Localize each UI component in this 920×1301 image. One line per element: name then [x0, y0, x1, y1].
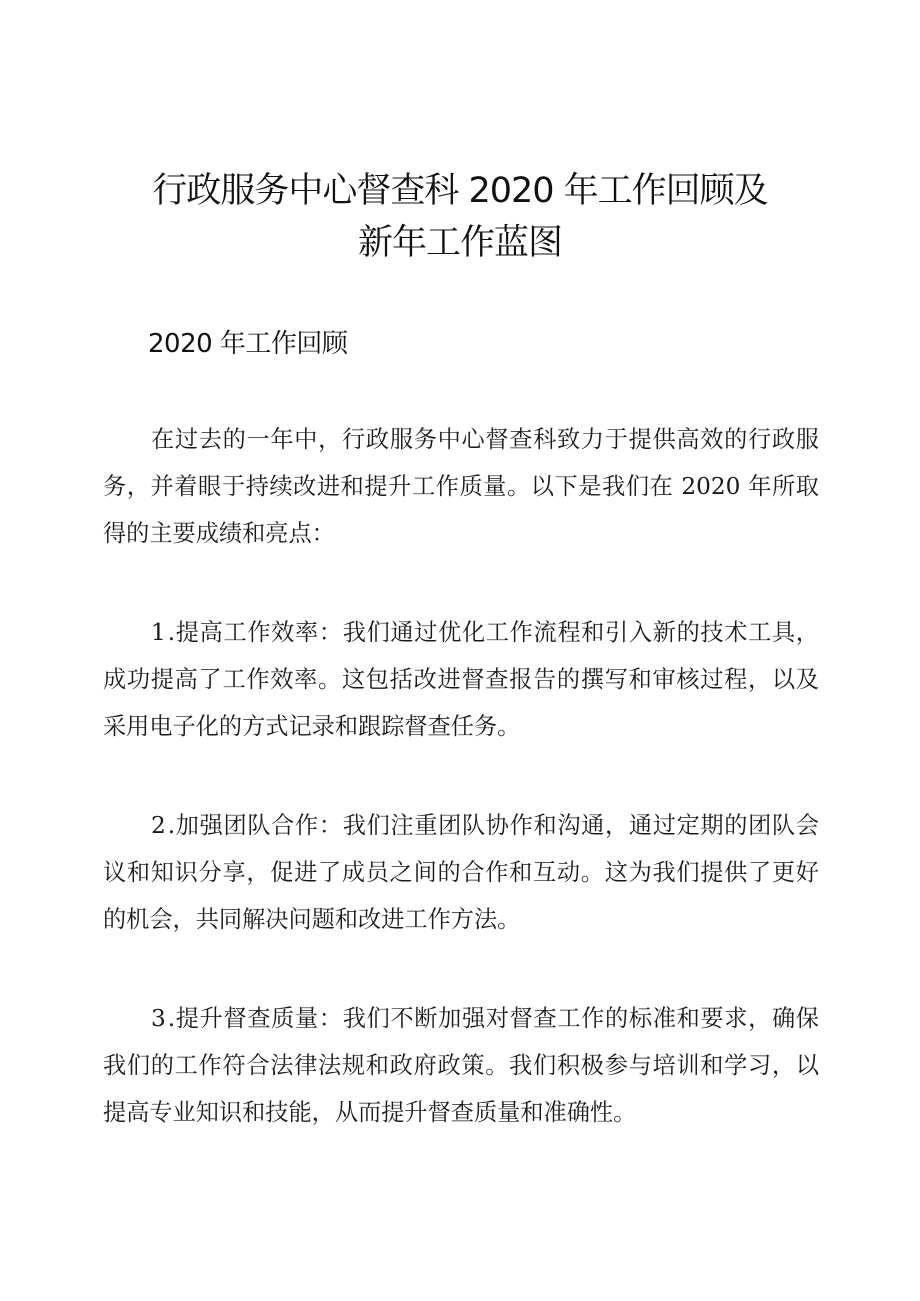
document-title-line-2: 新年工作蓝图: [357, 223, 562, 263]
document-title-line-1: 行政服务中心督查科 2020 年工作回顾及: [152, 171, 768, 211]
list-item-number: 1: [151, 619, 168, 646]
list-item-3: [103, 995, 819, 1136]
intro-paragraph: 在过去的一年中，行政服务中心督查科致力于提供高效的行政服务，并着眼于持续改进和提升工作质量。以下是我们在 2020 年所取得的主要成绩和亮点：: [103, 426, 819, 547]
section-heading: 2020 年工作回顾: [148, 329, 348, 359]
list-item-text: .提高工作效率：我们通过优化工作流程和引入新的技术工具，成功提高了工作效率。这包括改进督查报告的撰写和审核过程，以及采用电子化的方式记录和跟踪督查任务。: [103, 619, 819, 740]
list-item-number: 3: [151, 1005, 168, 1032]
list-item-number: 2: [151, 812, 168, 839]
list-item-text: .加强团队合作：我们注重团队协作和沟通，通过定期的团队会议和知识分享，促进了成员之间的合作和互动。这为我们提供了更好的机会，共同解决问题和改进工作方法。: [103, 812, 819, 933]
list-item-2: [103, 802, 819, 943]
list-item-text: .提升督查质量：我们不断加强对督查工作的标准和要求，确保我们的工作符合法律法规和政府政策。我们积极参与培训和学习，以提高专业知识和技能，从而提升督查质量和准确性。: [103, 1005, 819, 1126]
list-item-1: [103, 609, 819, 750]
